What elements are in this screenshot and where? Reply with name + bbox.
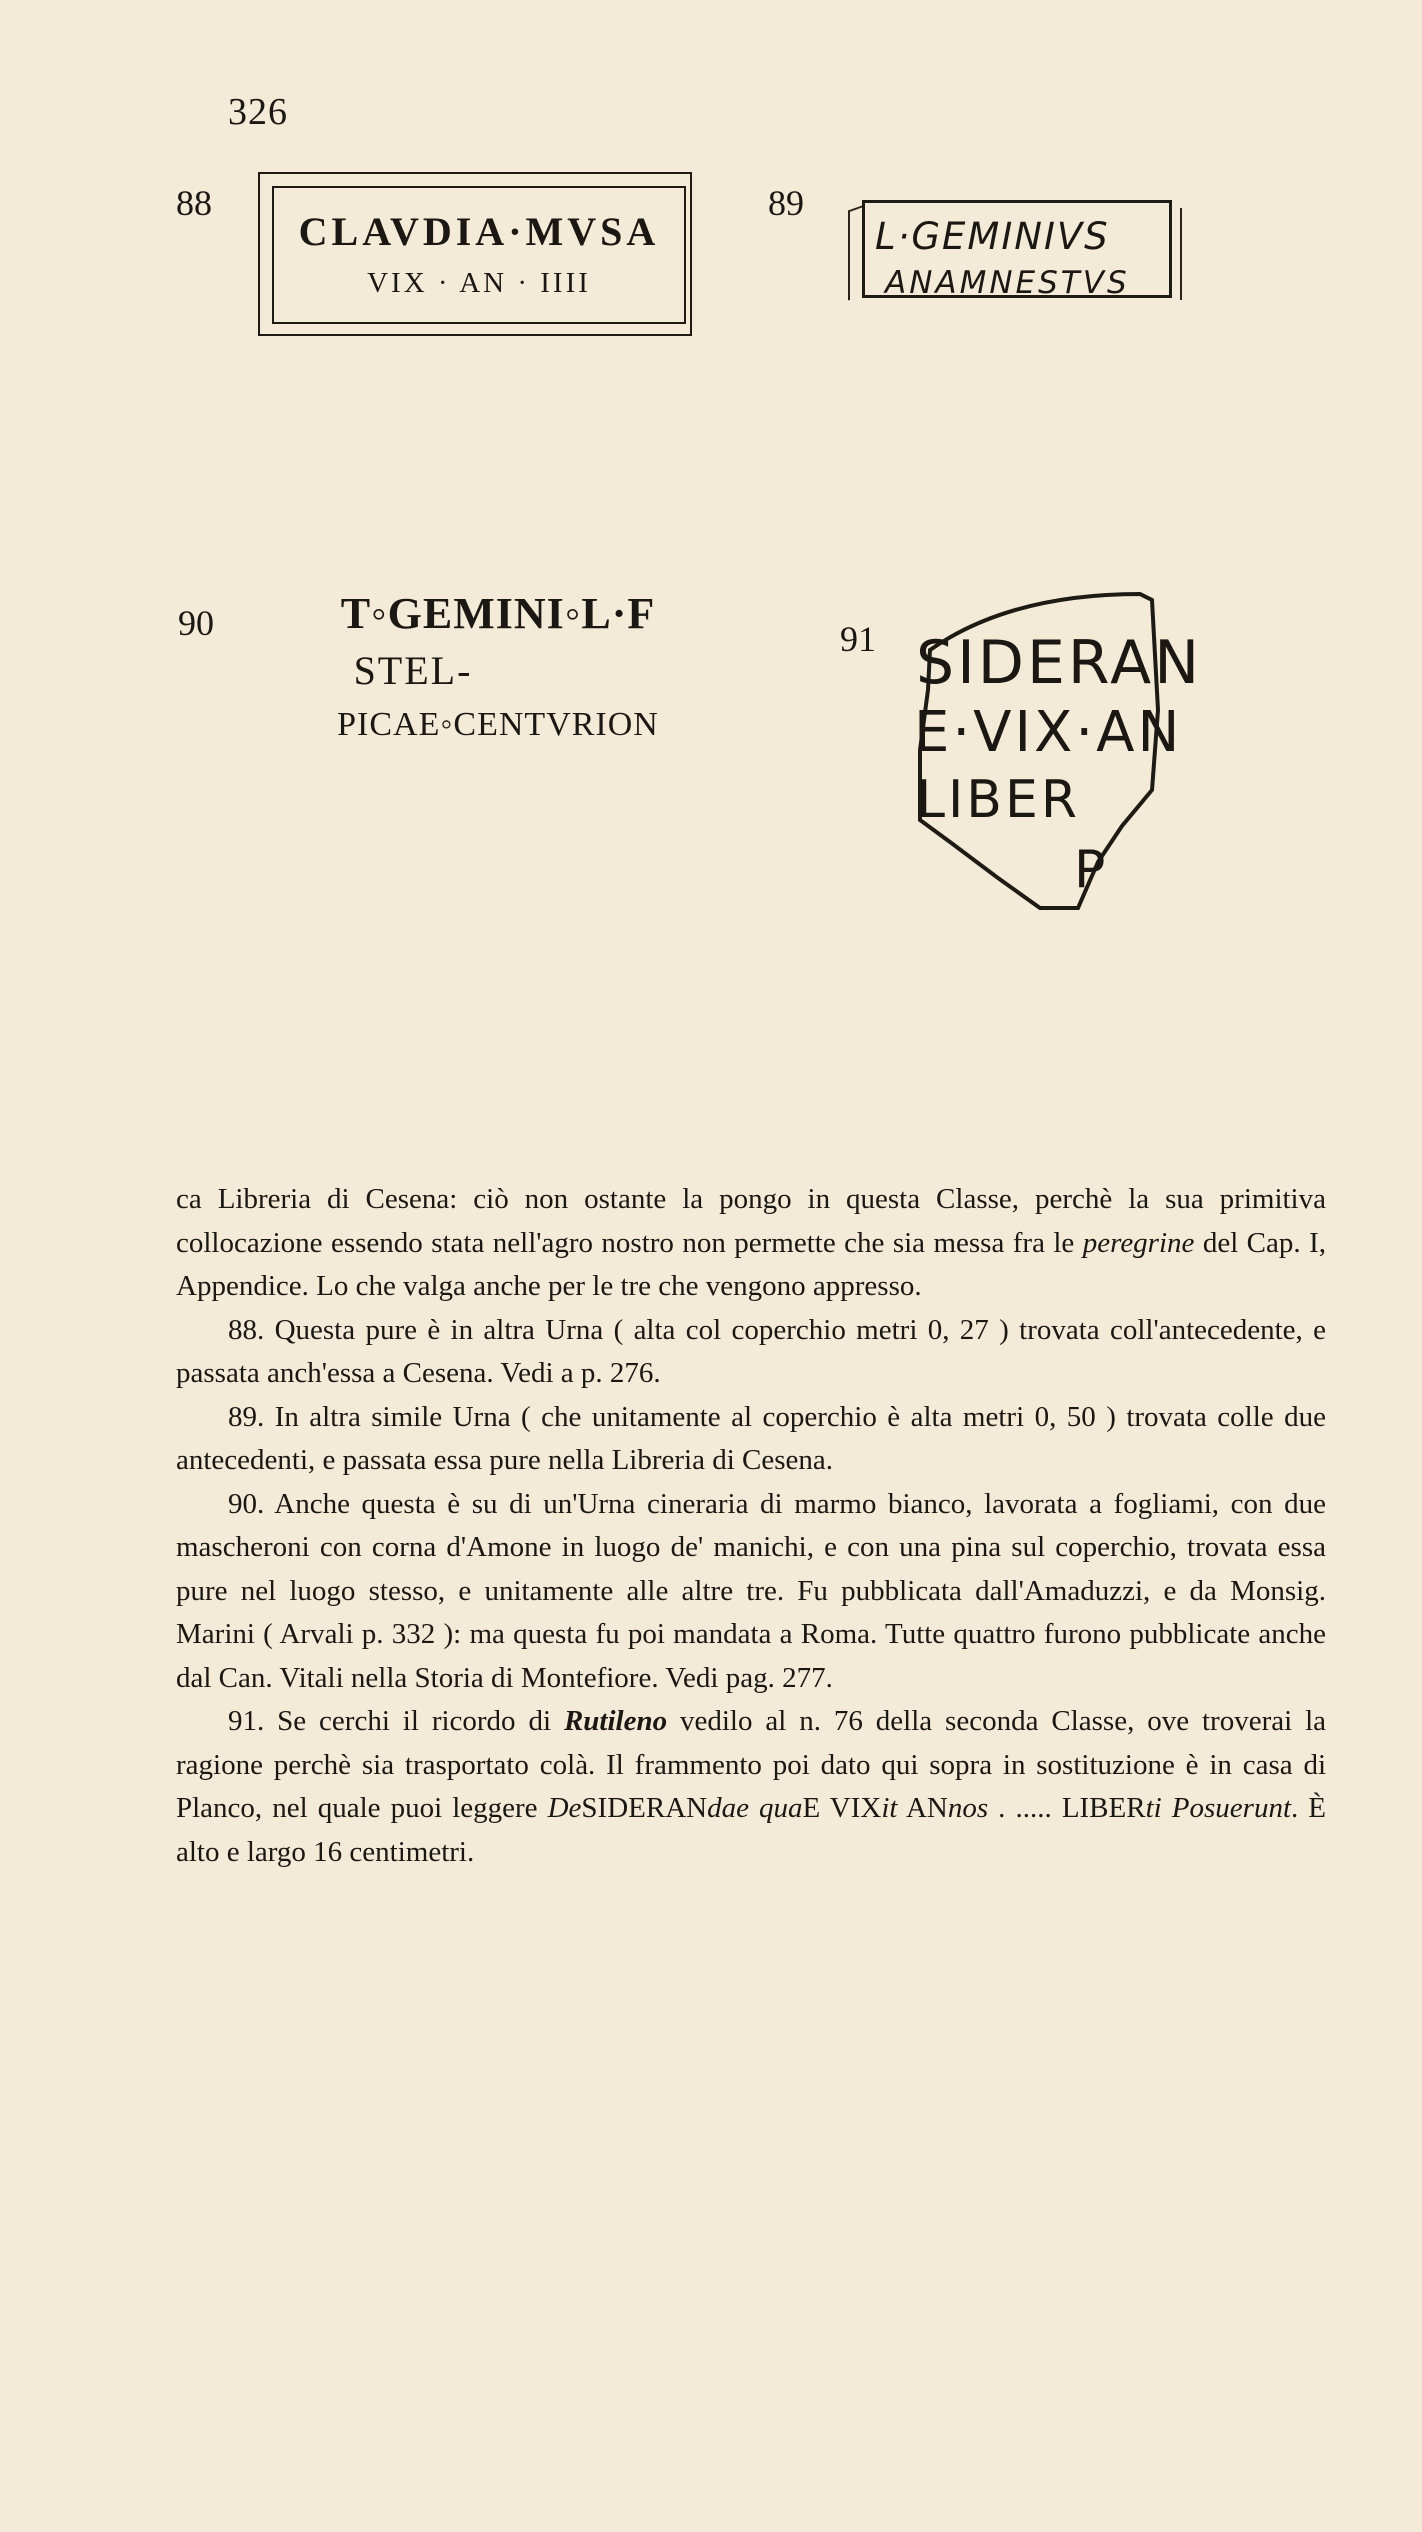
inscription-91-line4: P (1074, 840, 1106, 900)
inscription-88-frame (258, 172, 692, 336)
inscription-89-line2: ANAMNESTVS (885, 265, 1130, 301)
inscription-91-line2: E·VIX·AN (914, 700, 1183, 765)
p5-reading-6: Posuerunt (1171, 1792, 1291, 1824)
paragraph-91 (176, 1700, 1326, 1874)
inscription-number-90: 90 (178, 603, 214, 643)
paragraph-90: 90. Anche questa è su di un'Urna cineraria di marmo bianco, lavorata a fogliami, con due mascheroni con corna d'Amone in luogo de' manichi, e con una pina sul coperchio, trovata essa pure nel luogo stesso, e unitamente alle altre tre. Fu pubblicata dall'Amaduzzi, e da Monsig. Marini ( Arvali p. 332 ): ma questa fu poi mandata a Roma. Tutte quattro furono pubblicate anche dal Can. Vitali nella Storia di Montefiore. Vedi pag. 277. (176, 1487, 1326, 1694)
p5-italic-name: Rutileno (563, 1705, 668, 1737)
p5-text-b: vedilo al n. 76 della seconda Classe, ove troverai la ragione perchè sia trasportato colà. Il frammento poi dato qui sopra in sostituzione è in casa di Planco, nel quale puoi leggere (176, 1705, 1327, 1824)
p5-reading-2b: E (802, 1792, 821, 1824)
inscription-88-line1: CLAVDIA·MVSA (298, 209, 660, 254)
inscription-88-line2: VIX · AN · IIII (367, 267, 591, 299)
inscription-91-line1: SIDERAN (916, 628, 1203, 698)
p5-reading-4b: nos (947, 1792, 989, 1824)
p5-reading-1a: De (547, 1792, 582, 1824)
inscription-90-line1: T◦GEMINI◦L·F (340, 589, 656, 638)
p5-end: . È alto e largo 16 centimetri. (176, 1792, 1327, 1868)
p5-text-a: 91. Se cerchi il ricordo di (228, 1705, 564, 1737)
inscription-89-frame (848, 186, 1182, 316)
p5-reading-3b: it (881, 1792, 898, 1824)
p1-italic: peregrine (1082, 1226, 1195, 1259)
p1-text-b: del Cap. I, Appendice. Lo che valga anche per le tre che vengono appresso. (176, 1226, 1326, 1302)
inscription-91-line3: LIBER (916, 770, 1080, 830)
p5-dots: . ..... (988, 1792, 1062, 1824)
p5-reading-4a: AN (905, 1792, 948, 1824)
inscription-number-91: 91 (840, 619, 876, 659)
inscription-number-88: 88 (176, 183, 212, 223)
p5-reading-2a: qua (759, 1792, 803, 1824)
paragraph-continuation (176, 1178, 1326, 1309)
p5-reading-1c: dae (707, 1792, 749, 1824)
page-number: 326 (228, 91, 288, 133)
p5-reading-3a: VIX (829, 1792, 882, 1824)
inscription-90-line2: STEL- (353, 648, 473, 693)
p5-reading-5b: ti (1145, 1792, 1162, 1824)
p5-reading-1b: SIDERAN (581, 1792, 708, 1824)
inscription-89-line1: L·GEMINIVS (875, 215, 1110, 258)
p5-reading-5a: LIBER (1061, 1792, 1146, 1824)
inscription-88-inner-frame (272, 186, 686, 324)
inscription-number-89: 89 (768, 183, 804, 223)
inscription-90 (278, 588, 718, 744)
paragraph-89: 89. In altra simile Urna ( che unitamente al coperchio è alta metri 0, 50 ) trovata colle due antecedenti, e passata essa pure nella Libreria di Cesena. (176, 1400, 1326, 1476)
inscription-90-line3: PICAE◦CENTVRION (337, 706, 659, 743)
inscription-89-left-edge (848, 205, 862, 300)
inscription-89-inner-frame (862, 200, 1172, 301)
inscription-91-fragment (890, 590, 1240, 920)
paragraph-88: 88. Questa pure è in altra Urna ( alta col coperchio metri 0, 27 ) trovata coll'antecedente, e passata anch'essa a Cesena. Vedi a p. 276. (176, 1313, 1326, 1389)
commentary-text (176, 1178, 1326, 1874)
p1-text-a: ca Libreria di Cesena: ciò non ostante la pongo in questa Classe, perchè la sua primitiva collocazione essendo stata nell'agro nostro non permette che sia messa fra le (176, 1183, 1326, 1259)
